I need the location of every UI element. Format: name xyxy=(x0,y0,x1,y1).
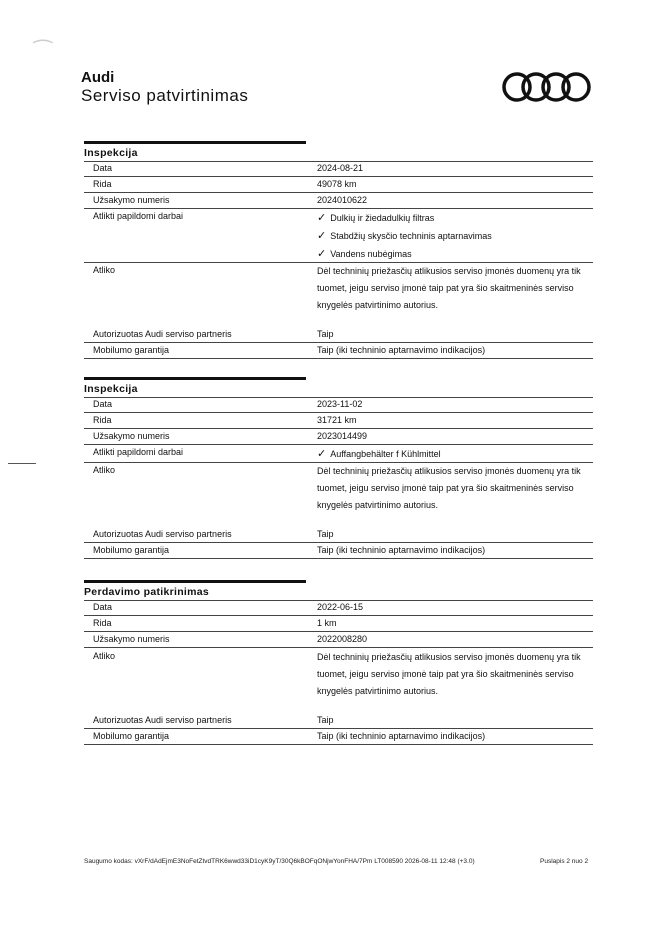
performed-line: knygelės patvirtinimo autorius. xyxy=(317,500,439,510)
work-item: ✓ Auffangbehälter f Kühlmittel xyxy=(317,448,441,460)
row-value: Taip xyxy=(317,715,334,725)
row-label: Rida xyxy=(93,179,112,189)
brand-name: Audi xyxy=(81,69,115,86)
row-label: Užsakymo numeris xyxy=(93,431,170,441)
row-order xyxy=(84,193,593,209)
row-label: Užsakymo numeris xyxy=(93,634,170,644)
row-label: Autorizuotas Audi serviso partneris xyxy=(93,529,232,539)
page-title: Serviso patvirtinimas xyxy=(81,86,249,105)
row-mileage xyxy=(84,616,593,632)
margin-mark xyxy=(8,463,36,464)
performed-line: tuomet, jeigu serviso įmonė taip pat yra šio skaitmeninės serviso xyxy=(317,483,574,493)
row-label: Data xyxy=(93,399,113,409)
row-label: Data xyxy=(93,163,113,173)
row-warranty xyxy=(84,543,593,559)
row-value: 2024-08-21 xyxy=(317,163,364,173)
row-partner xyxy=(84,713,593,729)
faint-stamp-mark: ⁀ xyxy=(34,40,52,65)
row-label: Atlikti papildomi darbai xyxy=(93,447,184,457)
work-item: ✓ Dulkių ir žiedadulkių filtras xyxy=(317,212,435,224)
row-value: 2022008280 xyxy=(317,634,368,644)
checkmark-icon: ✓ xyxy=(317,448,327,460)
row-warranty xyxy=(84,729,593,745)
row-value: 49078 km xyxy=(317,179,357,189)
section-bar xyxy=(84,580,306,583)
row-extra-work xyxy=(84,445,593,463)
row-label: Atliko xyxy=(93,265,116,275)
service-section xyxy=(84,141,593,361)
section-heading-text: Perdavimo patikrinimas xyxy=(84,586,210,598)
row-label: Atliko xyxy=(93,651,116,661)
performed-line: Dėl techninių priežasčių atlikusios serviso įmonės duomenų yra tik xyxy=(317,266,581,276)
row-partner xyxy=(84,527,593,543)
section-heading-text: Inspekcija xyxy=(84,147,138,159)
row-label: Atlikti papildomi darbai xyxy=(93,211,184,221)
row-label: Data xyxy=(93,602,113,612)
row-label: Rida xyxy=(93,618,112,628)
audi-rings-logo xyxy=(500,70,593,104)
service-section xyxy=(84,580,593,748)
row-performed xyxy=(84,463,593,523)
checkmark-icon: ✓ xyxy=(317,248,327,260)
work-item: ✓ Vandens nubėgimas xyxy=(317,248,412,260)
row-value: 2022-06-15 xyxy=(317,602,364,612)
row-value: Taip (iki techninio aptarnavimo indikacijos) xyxy=(317,731,486,741)
row-label: Atliko xyxy=(93,465,116,475)
row-value: Taip xyxy=(317,329,334,339)
row-label: Mobilumo garantija xyxy=(93,345,170,355)
row-label: Užsakymo numeris xyxy=(93,195,170,205)
row-order xyxy=(84,429,593,445)
row-mileage xyxy=(84,413,593,429)
checkmark-icon: ✓ xyxy=(317,212,327,224)
row-partner xyxy=(84,327,593,343)
performed-line: tuomet, jeigu serviso įmonė taip pat yra šio skaitmeninės serviso xyxy=(317,669,574,679)
row-label: Autorizuotas Audi serviso partneris xyxy=(93,715,232,725)
row-date xyxy=(84,397,593,413)
section-bar xyxy=(84,377,306,380)
row-date xyxy=(84,161,593,177)
row-value: 2023-11-02 xyxy=(317,399,363,409)
row-mileage xyxy=(84,177,593,193)
row-value: 31721 km xyxy=(317,415,357,425)
row-value: 2024010622 xyxy=(317,195,368,205)
work-item: ✓ Stabdžių skysčio techninis aptarnavimas xyxy=(317,230,492,242)
performed-line: Dėl techninių priežasčių atlikusios serviso įmonės duomenų yra tik xyxy=(317,652,581,662)
row-value: 1 km xyxy=(317,618,337,628)
row-value: Taip (iki techninio aptarnavimo indikacijos) xyxy=(317,545,486,555)
row-extra-work xyxy=(84,209,593,263)
row-label: Mobilumo garantija xyxy=(93,545,170,555)
row-value: Taip xyxy=(317,529,334,539)
security-code: Saugumo kodas: vXrF/dAdEjmE3NoFetZtvdTRK6wwd33iD1cyK9yT/30Q6kBOFqONjwYonFHA/7Pm LT008590 2026-08-11 12:48 (+3.0) xyxy=(84,858,475,865)
row-warranty xyxy=(84,343,593,359)
performed-line: Dėl techninių priežasčių atlikusios serviso įmonės duomenų yra tik xyxy=(317,466,581,476)
page-number: Puslapis 2 nuo 2 xyxy=(540,858,589,865)
row-order xyxy=(84,632,593,648)
row-label: Mobilumo garantija xyxy=(93,731,170,741)
section-bar xyxy=(84,141,306,144)
performed-line: tuomet, jeigu serviso įmonė taip pat yra šio skaitmeninės serviso xyxy=(317,283,574,293)
row-value: 2023014499 xyxy=(317,431,368,441)
row-performed xyxy=(84,263,593,323)
service-section xyxy=(84,377,593,562)
performed-line: knygelės patvirtinimo autorius. xyxy=(317,300,439,310)
row-value: Taip (iki techninio aptarnavimo indikacijos) xyxy=(317,345,486,355)
performed-line: knygelės patvirtinimo autorius. xyxy=(317,686,439,696)
row-label: Rida xyxy=(93,415,112,425)
row-date xyxy=(84,600,593,616)
row-performed xyxy=(84,649,593,709)
row-label: Autorizuotas Audi serviso partneris xyxy=(93,329,232,339)
section-heading-text: Inspekcija xyxy=(84,383,138,395)
checkmark-icon: ✓ xyxy=(317,230,327,242)
